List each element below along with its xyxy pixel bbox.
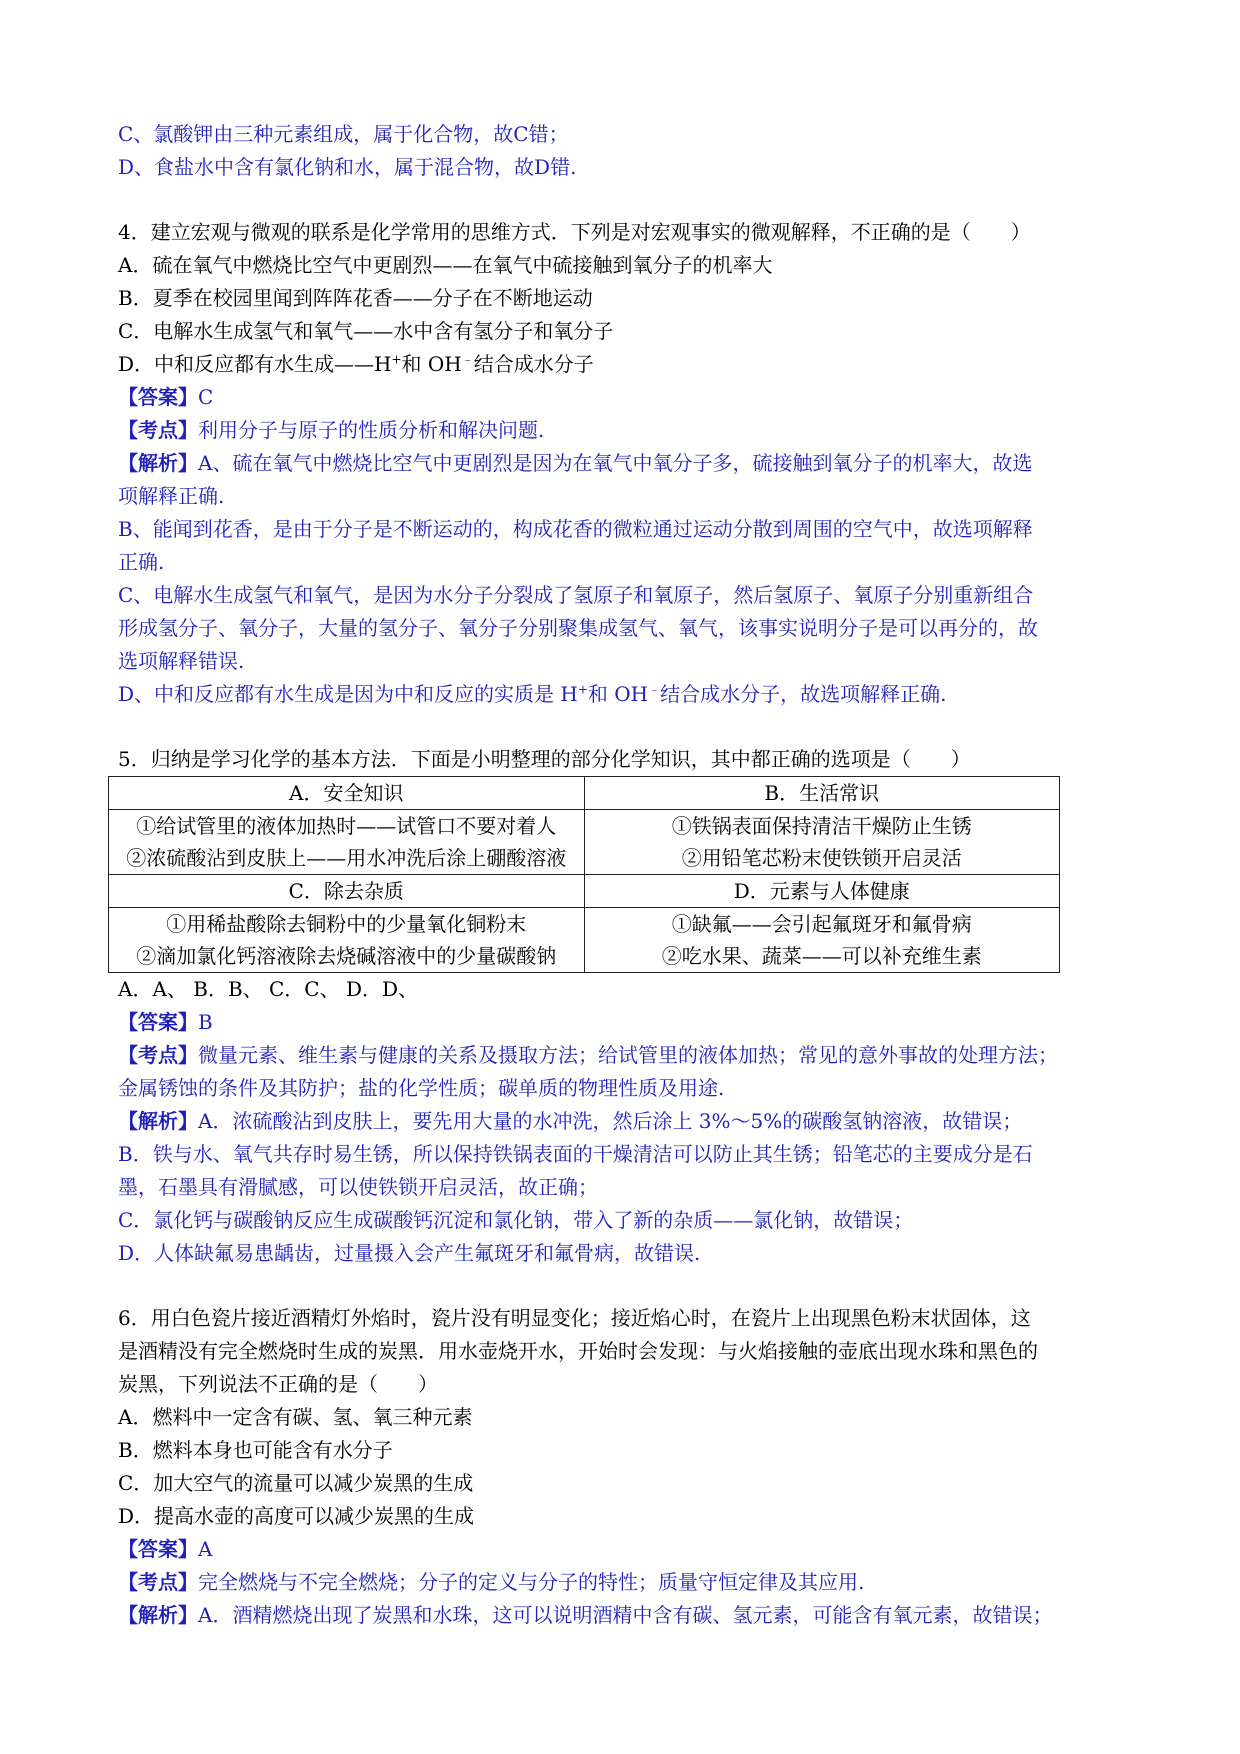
question-stem: 4．建立宏观与微观的联系是化学常用的思维方式．下列是对宏观事实的微观解释，不正确的是（ ）: [118, 220, 1031, 244]
answer-line: [118, 1533, 1128, 1566]
superscript-minus: ﹣: [461, 352, 474, 367]
jiexi-text: 项解释正确.: [118, 484, 225, 508]
kaodian-tag: 【考点】: [118, 1570, 198, 1594]
kaodian-text: 利用分子与原子的性质分析和解决问题.: [198, 418, 545, 442]
option-b: B．燃料本身也可能含有水分子: [118, 1438, 393, 1462]
superscript-minus: ﹣: [648, 682, 661, 697]
kaodian-text: 金属锈蚀的条件及其防护；盐的化学性质；碳单质的物理性质及用途.: [118, 1076, 725, 1100]
knowledge-table: [108, 776, 1060, 973]
table-cell-b: [584, 810, 1060, 875]
question-5: [118, 743, 1128, 1270]
jiexi-tag: 【解析】: [118, 451, 198, 475]
kaodian-line: [118, 1039, 1128, 1072]
jiexi-text: A、硫在氧气中燃烧比空气中更剧烈是因为在氧气中氧分子多，硫接触到氧分子的机率大，故选: [198, 451, 1033, 475]
option-d-prefix: D．中和反应都有水生成——H: [118, 352, 392, 376]
option-b: B．夏季在校园里闻到阵阵花香——分子在不断地运动: [118, 286, 593, 310]
question-4: [118, 216, 1128, 711]
option-a: A．硫在氧气中燃烧比空气中更剧烈——在氧气中硫接触到氧分子的机率大: [118, 253, 773, 277]
jiexi-tag: 【解析】: [118, 1603, 198, 1627]
kaodian-line: [118, 1566, 1128, 1599]
answer-value: B: [198, 1010, 213, 1034]
jiexi-text: C．氯化钙与碳酸钠反应生成碳酸钙沉淀和氯化钠，带入了新的杂质——氯化钠，故错误；: [118, 1208, 914, 1232]
jiexi-text: 形成氢分子、氧分子，大量的氢分子、氧分子分别聚集成氢气、氧气，该事实说明分子是可以再分的，故: [118, 616, 1038, 640]
jiexi-text: D．人体缺氟易患龋齿，过量摄入会产生氟斑牙和氟骨病，故错误.: [118, 1241, 701, 1265]
jiexi-text: A．浓硫酸沾到皮肤上，要先用大量的水冲洗，然后涂上 3%～5%的碳酸氢钠溶液，故错误；: [198, 1109, 1023, 1133]
table-cell-line: ①铁锅表面保持清洁干燥防止生锈: [671, 814, 972, 838]
answer-line: [118, 1006, 1128, 1039]
answer-value: A: [198, 1537, 213, 1561]
question-stem: 是酒精没有完全燃烧时生成的炭黑．用水壶烧开水，开始时会发现：与火焰接触的壶底出现水珠和黑色的: [118, 1339, 1038, 1363]
option-d: D．提高水壶的高度可以减少炭黑的生成: [118, 1504, 475, 1528]
jiexi-line: [118, 1599, 1128, 1632]
jiexi-text: 选项解释错误.: [118, 649, 245, 673]
jiexi-d-suffix: 结合成水分子，故选项解释正确.: [660, 682, 947, 706]
prev-explanation-c: C、氯酸钾由三种元素组成，属于化合物，故C错；: [118, 122, 569, 146]
table-header-a: A．安全知识: [109, 777, 585, 810]
jiexi-text: C、电解水生成氢气和氧气，是因为水分子分裂成了氢原子和氧原子，然后氢原子、氧原子分别重新组合: [118, 583, 1034, 607]
table-cell-a: [109, 810, 585, 875]
answer-tag: 【答案】: [118, 1537, 198, 1561]
jiexi-d-prefix: D、中和反应都有水生成是因为中和反应的实质是 H: [118, 682, 578, 706]
option-d-mid: 和 OH: [401, 352, 462, 376]
option-a: A．燃料中一定含有碳、氢、氧三种元素: [118, 1405, 473, 1429]
table-cell-d: [584, 908, 1060, 973]
option-c: C．加大空气的流量可以减少炭黑的生成: [118, 1471, 474, 1495]
document-page: [118, 118, 1128, 1632]
table-cell-line: ②用铅笔芯粉末使铁锁开启灵活: [681, 846, 962, 870]
jiexi-tag: 【解析】: [118, 1109, 198, 1133]
table-cell-line: ②滴加氯化钙溶液除去烧碱溶液中的少量碳酸钠: [136, 944, 557, 968]
question-stem: 炭黑，下列说法不正确的是（ ）: [118, 1372, 438, 1396]
table-cell-line: ②浓硫酸沾到皮肤上——用水冲洗后涂上硼酸溶液: [126, 846, 567, 870]
option-c: C．电解水生成氢气和氧气——水中含有氢分子和氧分子: [118, 319, 614, 343]
table-header-d: D．元素与人体健康: [584, 875, 1060, 908]
jiexi-text-d: [118, 678, 1128, 711]
answer-line: [118, 381, 1128, 414]
jiexi-text: A．酒精燃烧出现了炭黑和水珠，这可以说明酒精中含有碳、氢元素，可能含有氧元素，故错误；: [198, 1603, 1053, 1627]
question-6: [118, 1302, 1128, 1632]
superscript-plus: +: [577, 682, 588, 697]
table-header-b: B．生活常识: [584, 777, 1060, 810]
jiexi-d-mid: 和 OH: [587, 682, 649, 706]
superscript-plus: +: [391, 352, 402, 367]
answer-tag: 【答案】: [118, 385, 198, 409]
jiexi-text: 墨，石墨具有滑腻感，可以使铁锁开启灵活，故正确；: [118, 1175, 598, 1199]
option-d: [118, 348, 1128, 381]
answer-value: C: [198, 385, 214, 409]
table-cell-line: ①用稀盐酸除去铜粉中的少量氧化铜粉末: [166, 912, 527, 936]
jiexi-line: [118, 1105, 1128, 1138]
jiexi-text: B、能闻到花香，是由于分子是不断运动的，构成花香的微粒通过运动分散到周围的空气中，故选项解释: [118, 517, 1033, 541]
options-line: A．A、 B．B、 C．C、 D．D、: [118, 977, 419, 1001]
option-d-suffix: 结合成水分子: [473, 352, 594, 376]
kaodian-tag: 【考点】: [118, 418, 198, 442]
answer-tag: 【答案】: [118, 1010, 198, 1034]
table-header-c: C．除去杂质: [109, 875, 585, 908]
question-stem: 6．用白色瓷片接近酒精灯外焰时，瓷片没有明显变化；接近焰心时，在瓷片上出现黑色粉末状固体，这: [118, 1306, 1031, 1330]
question-stem: 5．归纳是学习化学的基本方法．下面是小明整理的部分化学知识，其中都正确的选项是（ ）: [118, 747, 971, 771]
table-cell-line: ②吃水果、蔬菜——可以补充维生素: [661, 944, 982, 968]
table-cell-c: [109, 908, 585, 973]
kaodian-tag: 【考点】: [118, 1043, 198, 1067]
jiexi-text: 正确.: [118, 550, 165, 574]
table-cell-line: ①缺氟——会引起氟斑牙和氟骨病: [671, 912, 972, 936]
kaodian-text: 微量元素、维生素与健康的关系及摄取方法；给试管里的液体加热；常见的意外事故的处理方法；: [198, 1043, 1058, 1067]
jiexi-line: [118, 447, 1128, 480]
prev-explanation-d: D、食盐水中含有氯化钠和水，属于混合物，故D错.: [118, 155, 577, 179]
jiexi-text: B．铁与水、氧气共存时易生锈，所以保持铁锅表面的干燥清洁可以防止其生锈；铅笔芯的主要成分是石: [118, 1142, 1033, 1166]
table-cell-line: ①给试管里的液体加热时——试管口不要对着人: [136, 814, 557, 838]
kaodian-line: [118, 414, 1128, 447]
kaodian-text: 完全燃烧与不完全燃烧；分子的定义与分子的特性；质量守恒定律及其应用.: [198, 1570, 865, 1594]
